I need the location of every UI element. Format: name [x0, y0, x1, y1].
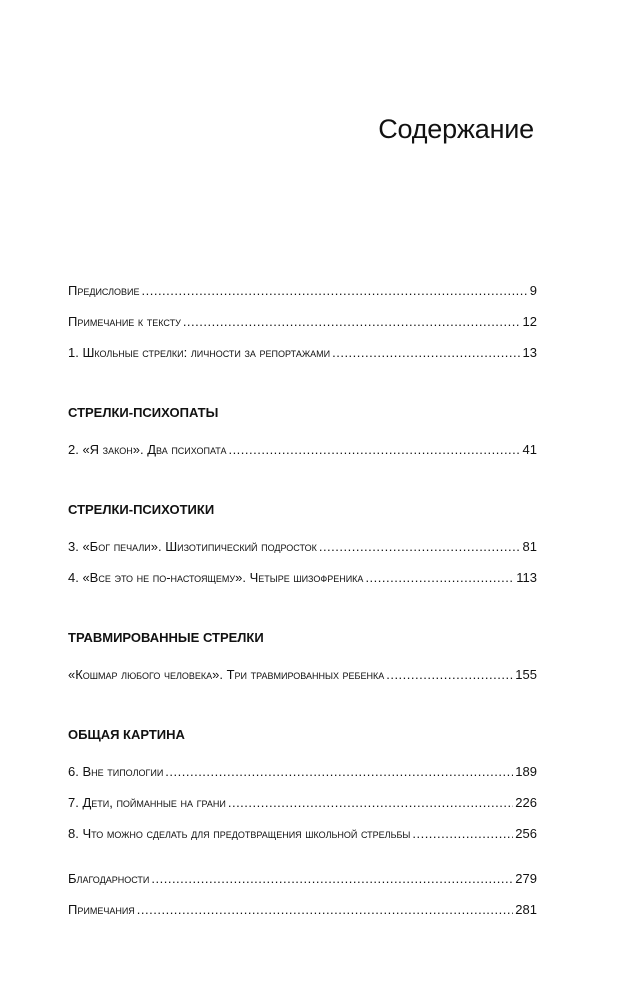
toc-entry-label: Благодарности: [68, 871, 150, 886]
toc-entry-page: 9: [529, 283, 537, 298]
dot-leader: [332, 345, 520, 360]
section-heading: СТРЕЛКИ-ПСИХОТИКИ: [68, 502, 215, 517]
toc-entry-label: Предисловие: [68, 283, 140, 298]
dot-leader: [365, 570, 514, 585]
toc-entry-label: 1. Школьные стрелки: личности за репортажами: [68, 345, 331, 360]
toc-entry: [68, 345, 537, 376]
section-heading: СТРЕЛКИ-ПСИХОПАТЫ: [68, 405, 219, 420]
toc-entry-page: 281: [515, 902, 537, 917]
page-title: Содержание: [378, 114, 534, 144]
toc-entry-label: 4. «Все это не по-настоящему». Четыре шизофреника: [68, 570, 364, 585]
toc-entry-page: 41: [522, 442, 537, 457]
table-of-contents: [68, 283, 537, 933]
section-heading: ОБЩАЯ КАРТИНА: [68, 727, 185, 742]
toc-entry-label: 2. «Я закон». Два психопата: [68, 442, 227, 457]
toc-entry-label: Примечание к тексту: [68, 314, 181, 329]
dot-leader: [137, 902, 514, 917]
dot-leader: [319, 539, 521, 554]
toc-entry-page: 81: [522, 539, 537, 554]
toc-entry: [68, 764, 537, 795]
dot-leader: [165, 764, 513, 779]
section-heading: ТРАВМИРОВАННЫЕ СТРЕЛКИ: [68, 630, 264, 645]
toc-entry: [68, 826, 537, 857]
toc-entry-page: 226: [515, 795, 537, 810]
dot-leader: [151, 871, 513, 886]
toc-entry-page: 256: [515, 826, 537, 841]
toc-entry: [68, 539, 537, 570]
toc-entry: [68, 871, 537, 902]
toc-entry: [68, 902, 537, 933]
toc-entry-page: 189: [515, 764, 537, 779]
toc-entry-page: 155: [515, 667, 537, 682]
toc-entry-label: 8. Что можно сделать для предотвращения школьной стрельбы: [68, 826, 411, 841]
toc-entry: [68, 314, 537, 345]
toc-entry: [68, 283, 537, 314]
toc-entry-label: 7. Дети, пойманные на грани: [68, 795, 226, 810]
toc-entry-label: 3. «Бог печали». Шизотипический подросток: [68, 539, 317, 554]
toc-entry-page: 12: [522, 314, 537, 329]
dot-leader: [412, 826, 513, 841]
dot-leader: [386, 667, 513, 682]
toc-entry-page: 279: [515, 871, 537, 886]
toc-entry: [68, 667, 537, 698]
toc-entry-label: «Кошмар любого человека». Три травмированных ребенка: [68, 667, 385, 682]
dot-leader: [142, 283, 528, 298]
toc-entry-label: 6. Вне типологии: [68, 764, 164, 779]
toc-entry: [68, 442, 537, 473]
toc-entry-label: Примечания: [68, 902, 135, 917]
toc-entry-page: 13: [522, 345, 537, 360]
dot-leader: [183, 314, 521, 329]
dot-leader: [228, 795, 513, 810]
toc-entry-page: 113: [516, 570, 537, 585]
dot-leader: [228, 442, 520, 457]
toc-entry: [68, 795, 537, 826]
toc-entry: [68, 570, 537, 601]
